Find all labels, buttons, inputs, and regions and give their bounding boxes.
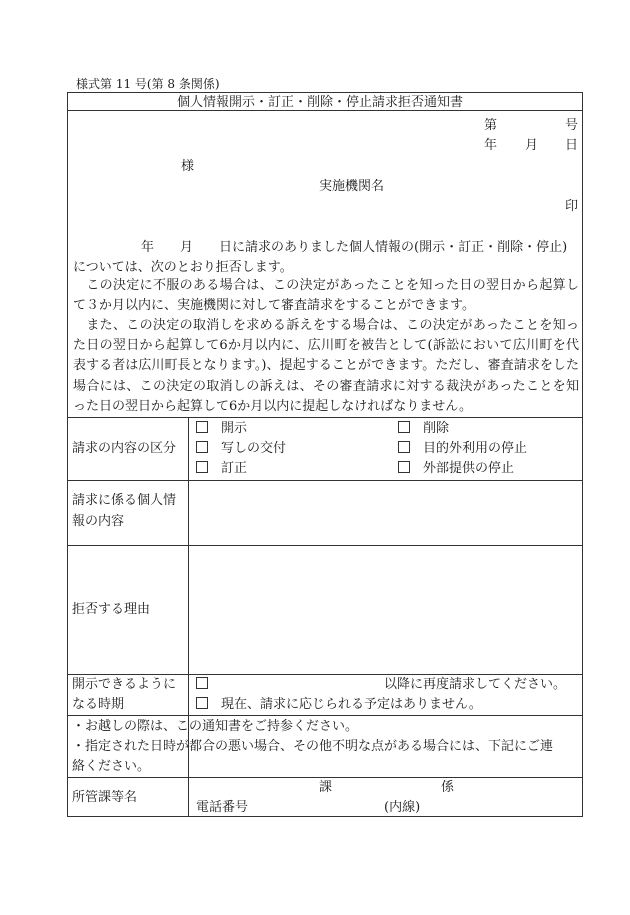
checkbox-later[interactable]: [196, 677, 208, 689]
checkbox-copy[interactable]: [196, 441, 208, 453]
notice-form: [67, 92, 583, 817]
body-paragraph-appeal: この決定に不服のある場合は、この決定があったことを知った日の翌日から起算して３か月以内に、実施機関に対して審査請求をすることができます。: [73, 278, 579, 314]
office-section-suffix: 課: [319, 780, 333, 795]
office-label: 所管課等名: [72, 790, 138, 805]
doc-number-suffix: 号: [565, 118, 579, 133]
doc-number-prefix: 第: [484, 118, 498, 133]
body-line-1: 年 月 日に請求のありました個人情報の(開示・訂正・削除・停止): [141, 240, 568, 255]
agency-name-label: 実施機関名: [319, 179, 385, 194]
office-subsection-suffix: 係: [441, 780, 455, 795]
office-phone-label: 電話番号: [196, 800, 249, 815]
disclosure-time-label-1: 開示できるように: [72, 677, 177, 692]
request-type-label: 請求の内容の区分: [72, 441, 177, 456]
reason-label: 拒否する理由: [72, 602, 151, 617]
checkbox-deletion[interactable]: [398, 421, 410, 433]
disclosure-checkbox-later: [196, 677, 208, 692]
reason-field[interactable]: [190, 547, 580, 673]
rule-title: [68, 110, 582, 111]
rule-personal-info: [68, 545, 582, 546]
rule-body-end: [68, 417, 582, 418]
option-disclosure: 開示: [196, 421, 247, 436]
addressee-suffix: 様: [181, 159, 195, 174]
checkbox-none[interactable]: [196, 697, 208, 709]
note-contact-1: ・指定された日時が都合の悪い場合、その他不明な点がある場合には、下記にご連: [72, 739, 554, 754]
disclosure-option-none: 現在、請求に応じられる予定はありません。: [196, 697, 482, 712]
checkbox-disclosure[interactable]: [196, 421, 208, 433]
date-day: 日: [565, 138, 579, 153]
column-divider-office: [188, 777, 189, 817]
date-month: 月: [525, 138, 539, 153]
note-contact-2: 絡ください。: [72, 759, 151, 774]
checkbox-stop-external[interactable]: [398, 461, 410, 473]
note-bring-notice: ・お越しの際は、この通知書をご持参ください。: [72, 719, 359, 734]
option-deletion: 削除: [398, 421, 449, 436]
office-extension-label: (内線): [384, 800, 421, 815]
rule-request-type: [68, 480, 582, 481]
rule-notes: [68, 777, 582, 778]
personal-info-label-1: 請求に係る個人情: [72, 493, 177, 508]
form-title: 個人情報開示・訂正・削除・停止請求拒否通知書: [177, 95, 464, 110]
checkbox-correction[interactable]: [196, 461, 208, 473]
rule-reason: [68, 674, 582, 675]
personal-info-label-2: 報の内容: [72, 514, 125, 529]
personal-info-field[interactable]: [190, 482, 580, 544]
seal-mark: 印: [565, 199, 579, 214]
form-number-label: 様式第 11 号(第 8 条関係): [76, 77, 220, 91]
body-paragraph-lawsuit: また、この決定の取消しを求める訴えをする場合は、この決定があったことを知った日の翌日から起算して6か月以内に、広川町を被告として(訴訟において広川町を代表する者は広川町長となります。)、提起することができます。ただし、審査請求をした場合には、この決定の取消しの訴えは、その審査請求に対する裁決があったことを知った日の翌日から起算して6か月以内に提起しなければなりません。: [73, 318, 579, 414]
option-correction: 訂正: [196, 461, 247, 476]
date-year: 年: [484, 138, 498, 153]
body-line-2: については、次のとおり拒否します。: [73, 260, 293, 275]
option-stop-other-use: 目的外利用の停止: [398, 441, 527, 456]
option-stop-external: 外部提供の停止: [398, 461, 514, 476]
rule-disclosure-time: [68, 715, 582, 716]
option-copy: 写しの交付: [196, 441, 286, 456]
checkbox-stop-other-use[interactable]: [398, 441, 410, 453]
disclosure-option-later: 以降に再度請求してください。: [384, 677, 567, 692]
disclosure-time-label-2: なる時期: [72, 697, 125, 712]
